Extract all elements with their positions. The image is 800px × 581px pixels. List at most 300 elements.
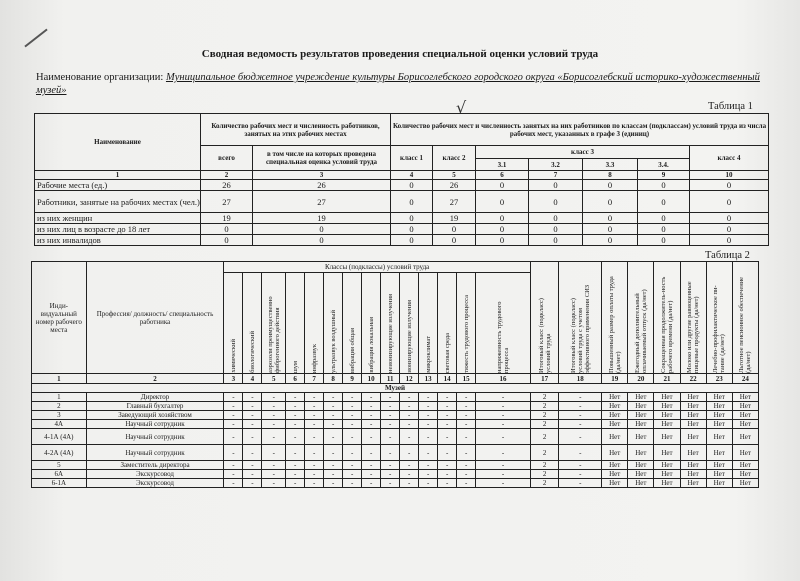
t2-row-id: 4-2А (4А) xyxy=(32,445,87,461)
org-label: Наименование организации: xyxy=(36,72,164,83)
t1-column-number: 10 xyxy=(690,171,769,180)
t2-compensation-value: Нет xyxy=(706,445,732,461)
t2-final-class-siz: - xyxy=(559,461,602,470)
t2-table-row xyxy=(32,429,759,445)
t1-cell-value: 26 xyxy=(253,180,391,191)
t2-header-factor xyxy=(476,273,531,374)
t2-final-class-siz: - xyxy=(559,411,602,420)
t2-factor-value: - xyxy=(262,420,286,429)
t2-table-row xyxy=(32,445,759,461)
t2-header-factor-text: микроклимат xyxy=(424,336,432,373)
t2-factor-value: - xyxy=(476,429,531,445)
t1-column-number: 3 xyxy=(253,171,391,180)
t2-compensation-value: Нет xyxy=(654,470,680,479)
t2-compensation-value: Нет xyxy=(680,470,706,479)
t1-cell-value: 0 xyxy=(583,224,638,235)
t1-header-3-3: 3.3 xyxy=(583,159,638,171)
t2-factor-value: - xyxy=(362,393,381,402)
t2-factor-value: - xyxy=(262,445,286,461)
t2-factor-value: - xyxy=(224,393,243,402)
t2-final-class: 2 xyxy=(530,479,559,488)
t2-header-extra-text: Итоговый класс (подкласс) условий труда с учетом эффективного применения СИЗ xyxy=(569,284,591,373)
t2-compensation-value: Нет xyxy=(732,461,758,470)
t2-final-class-siz: - xyxy=(559,420,602,429)
t2-factor-value: - xyxy=(457,402,476,411)
t2-factor-value: - xyxy=(224,429,243,445)
t2-factor-value: - xyxy=(224,461,243,470)
t1-row-label: из них лиц в возрасте до 18 лет xyxy=(35,224,201,235)
t2-factor-value: - xyxy=(381,393,400,402)
t2-factor-value: - xyxy=(438,479,457,488)
t2-final-class-siz: - xyxy=(559,445,602,461)
t1-cell-value: 26 xyxy=(433,180,476,191)
t1-header-class2: класс 2 xyxy=(433,146,476,171)
t2-factor-value: - xyxy=(343,470,362,479)
t2-compensation-value: Нет xyxy=(706,420,732,429)
t2-compensation-value: Нет xyxy=(602,420,628,429)
t2-header-factor-text: напряженность трудового процесса xyxy=(496,301,510,373)
t2-column-number: 21 xyxy=(654,374,680,384)
t2-header-factor xyxy=(343,273,362,374)
t1-cell-value: 0 xyxy=(253,235,391,246)
t2-factor-value: - xyxy=(305,470,324,479)
t1-cell-value: 0 xyxy=(583,191,638,213)
t2-header-factor xyxy=(262,273,286,374)
t2-compensation-value: Нет xyxy=(628,429,654,445)
t1-row-label: Работники, занятые на рабочих местах (чел.) xyxy=(35,191,201,213)
t2-factor-value: - xyxy=(362,402,381,411)
t2-compensation-value: Нет xyxy=(732,429,758,445)
t2-factor-value: - xyxy=(262,470,286,479)
t1-table-row xyxy=(35,224,769,235)
t1-cell-value: 0 xyxy=(391,213,433,224)
t1-cell-value: 0 xyxy=(391,180,433,191)
t2-factor-value: - xyxy=(476,470,531,479)
summary-table xyxy=(34,113,769,246)
t2-compensation-value: Нет xyxy=(732,470,758,479)
t2-header-id: Инди-видуальный номер рабочего места xyxy=(32,262,87,374)
t1-cell-value: 0 xyxy=(201,224,253,235)
t2-column-number: 7 xyxy=(305,374,324,384)
checkmark-icon: √ xyxy=(456,98,467,117)
t2-column-number: 6 xyxy=(286,374,305,384)
t2-column-number: 15 xyxy=(457,374,476,384)
t2-row-profession: Заведующий хозяйством xyxy=(86,411,224,420)
t2-factor-value: - xyxy=(400,461,419,470)
table2-label: Таблица 2 xyxy=(705,250,750,261)
t2-compensation-value: Нет xyxy=(706,461,732,470)
t2-header-factor xyxy=(305,273,324,374)
t2-factor-value: - xyxy=(224,402,243,411)
t2-header-extra xyxy=(732,262,758,374)
org-name: Муниципальное бюджетное учреждение культуры Борисоглебского городского округа «Борисоглебский историко-художественный музей» xyxy=(36,72,760,96)
t2-compensation-value: Нет xyxy=(654,461,680,470)
t1-cell-value: 0 xyxy=(529,191,583,213)
t1-cell-value: 0 xyxy=(638,235,690,246)
t2-factor-value: - xyxy=(362,429,381,445)
t2-compensation-value: Нет xyxy=(680,445,706,461)
t2-compensation-value: Нет xyxy=(654,420,680,429)
t2-factor-value: - xyxy=(419,479,438,488)
t2-table-row xyxy=(32,420,759,429)
t2-row-id: 6-1А xyxy=(32,479,87,488)
t1-column-number: 7 xyxy=(529,171,583,180)
t2-header-row xyxy=(32,262,759,273)
t2-row-id: 1 xyxy=(32,393,87,402)
t2-factor-value: - xyxy=(476,402,531,411)
t2-final-class-siz: - xyxy=(559,393,602,402)
t1-cell-value: 0 xyxy=(529,235,583,246)
t1-cell-value: 0 xyxy=(529,224,583,235)
t2-header-extra xyxy=(559,262,602,374)
t2-factor-value: - xyxy=(243,393,262,402)
t2-header-extra xyxy=(602,262,628,374)
t1-header-3-1: 3.1 xyxy=(476,159,529,171)
t2-column-number: 12 xyxy=(400,374,419,384)
t2-final-class: 2 xyxy=(530,461,559,470)
t2-factor-value: - xyxy=(305,429,324,445)
t2-factor-value: - xyxy=(224,445,243,461)
t2-column-number: 11 xyxy=(381,374,400,384)
t2-factor-value: - xyxy=(381,411,400,420)
t2-factor-value: - xyxy=(262,393,286,402)
t1-cell-value: 0 xyxy=(638,213,690,224)
t2-factor-value: - xyxy=(224,411,243,420)
t1-table-row xyxy=(35,180,769,191)
t2-factor-value: - xyxy=(324,393,343,402)
t2-row-id: 4А xyxy=(32,420,87,429)
t1-cell-value: 0 xyxy=(253,224,391,235)
t2-table-row xyxy=(32,461,759,470)
t2-compensation-value: Нет xyxy=(654,402,680,411)
t2-column-number: 9 xyxy=(343,374,362,384)
t2-header-extra xyxy=(628,262,654,374)
t2-column-number: 18 xyxy=(559,374,602,384)
t2-factor-value: - xyxy=(419,470,438,479)
t1-cell-value: 0 xyxy=(476,224,529,235)
t1-cell-value: 27 xyxy=(433,191,476,213)
assessment-table xyxy=(31,261,759,488)
t2-compensation-value: Нет xyxy=(628,393,654,402)
t2-header-extra-text: Итоговый класс (подкласс) условий труда xyxy=(537,298,552,373)
t2-header-factor-text: химический xyxy=(229,339,237,373)
t2-factor-value: - xyxy=(400,470,419,479)
t2-compensation-value: Нет xyxy=(706,470,732,479)
t2-final-class-siz: - xyxy=(559,402,602,411)
t1-column-number: 5 xyxy=(433,171,476,180)
t1-cell-value: 0 xyxy=(638,191,690,213)
t2-row-profession: Экскурсовод xyxy=(86,479,224,488)
t2-factor-value: - xyxy=(286,429,305,445)
t2-factor-value: - xyxy=(305,393,324,402)
t2-header-factor xyxy=(381,273,400,374)
t1-header-count: Количество рабочих мест и численность работников, занятых на этих рабочих местах xyxy=(201,114,391,146)
t2-factor-value: - xyxy=(400,411,419,420)
t2-factor-value: - xyxy=(400,420,419,429)
t2-compensation-value: Нет xyxy=(732,479,758,488)
t1-cell-value: 0 xyxy=(476,180,529,191)
t2-final-class: 2 xyxy=(530,470,559,479)
t2-factor-value: - xyxy=(381,470,400,479)
pen-mark xyxy=(24,29,47,48)
t2-header-factor-text: тяжесть трудового процесса xyxy=(462,295,470,373)
t2-compensation-value: Нет xyxy=(732,420,758,429)
t2-column-number: 4 xyxy=(243,374,262,384)
t2-final-class: 2 xyxy=(530,393,559,402)
t2-header-factor-text: аэрозоли преимущественно фиброгенного действия xyxy=(266,296,281,373)
t2-factor-value: - xyxy=(400,402,419,411)
t1-row-label: из них инвалидов xyxy=(35,235,201,246)
t2-final-class-siz: - xyxy=(559,429,602,445)
t2-factor-value: - xyxy=(438,402,457,411)
organization-line xyxy=(36,71,776,97)
t2-factor-value: - xyxy=(243,429,262,445)
t2-compensation-value: Нет xyxy=(654,479,680,488)
t2-table-row xyxy=(32,411,759,420)
t2-header-factor-text: биологический xyxy=(248,331,256,373)
t1-table-row xyxy=(35,213,769,224)
t2-factor-value: - xyxy=(324,420,343,429)
t1-cell-value: 0 xyxy=(690,224,769,235)
t1-cell-value: 19 xyxy=(433,213,476,224)
t2-factor-value: - xyxy=(286,461,305,470)
t2-compensation-value: Нет xyxy=(628,461,654,470)
t1-column-number: 9 xyxy=(638,171,690,180)
t2-compensation-value: Нет xyxy=(706,429,732,445)
t1-cell-value: 0 xyxy=(583,213,638,224)
t2-factor-value: - xyxy=(457,393,476,402)
t2-header-factor-text: световая среда xyxy=(443,332,451,373)
t2-row-profession: Научный сотрудник xyxy=(86,445,224,461)
t2-factor-value: - xyxy=(243,479,262,488)
t1-cell-value: 0 xyxy=(690,180,769,191)
t2-factor-value: - xyxy=(262,479,286,488)
t2-header-extra-text: Лечебно-профилактическое пи-тание (да/нет) xyxy=(712,285,727,373)
t2-factor-value: - xyxy=(343,479,362,488)
t2-factor-value: - xyxy=(476,420,531,429)
t2-header-factor xyxy=(457,273,476,374)
t2-factor-value: - xyxy=(262,429,286,445)
t2-factor-value: - xyxy=(324,445,343,461)
t2-final-class: 2 xyxy=(530,402,559,411)
t2-compensation-value: Нет xyxy=(628,411,654,420)
t2-final-class: 2 xyxy=(530,411,559,420)
t2-row-id: 4-1А (4А) xyxy=(32,429,87,445)
t2-header-extra xyxy=(680,262,706,374)
t2-compensation-value: Нет xyxy=(628,470,654,479)
t2-compensation-value: Нет xyxy=(628,402,654,411)
t2-factor-value: - xyxy=(343,420,362,429)
t2-factor-value: - xyxy=(362,461,381,470)
t2-header-factor-text: ионизирующие излучения xyxy=(405,300,413,373)
t1-cell-value: 0 xyxy=(690,213,769,224)
t2-factor-value: - xyxy=(400,445,419,461)
t2-header-extra-text: Ежегодный дополнительный оплачиваемый отпуск (да/нет) xyxy=(633,289,648,373)
t1-cell-value: 27 xyxy=(201,191,253,213)
t2-factor-value: - xyxy=(419,429,438,445)
t1-column-number: 4 xyxy=(391,171,433,180)
t2-factor-value: - xyxy=(400,393,419,402)
t2-final-class-siz: - xyxy=(559,479,602,488)
t2-compensation-value: Нет xyxy=(680,411,706,420)
t2-factor-value: - xyxy=(438,461,457,470)
t2-factor-value: - xyxy=(305,461,324,470)
t2-compensation-value: Нет xyxy=(602,461,628,470)
t2-header-factor xyxy=(224,273,243,374)
t2-column-number: 10 xyxy=(362,374,381,384)
t2-header-extra-text: Сокращенная продолжитель-ность рабочего времени (да/нет) xyxy=(659,276,674,373)
t2-factor-value: - xyxy=(419,393,438,402)
t2-factor-value: - xyxy=(457,479,476,488)
t1-cell-value: 19 xyxy=(201,213,253,224)
t2-header-factor xyxy=(243,273,262,374)
t2-factor-value: - xyxy=(381,461,400,470)
t2-factor-value: - xyxy=(286,402,305,411)
t2-final-class: 2 xyxy=(530,445,559,461)
t1-cell-value: 0 xyxy=(391,224,433,235)
t2-compensation-value: Нет xyxy=(654,393,680,402)
t2-factor-value: - xyxy=(438,429,457,445)
t1-row-label: из них женщин xyxy=(35,213,201,224)
t2-final-class: 2 xyxy=(530,420,559,429)
t1-header-3-2: 3.2 xyxy=(529,159,583,171)
t2-section-title: Музей xyxy=(32,384,759,393)
t2-compensation-value: Нет xyxy=(680,461,706,470)
t2-factor-value: - xyxy=(476,461,531,470)
t2-compensation-value: Нет xyxy=(732,411,758,420)
t2-column-number: 1 xyxy=(32,374,87,384)
t1-cell-value: 0 xyxy=(476,235,529,246)
t2-factor-value: - xyxy=(324,461,343,470)
t2-header-factor xyxy=(400,273,419,374)
t2-column-number: 3 xyxy=(224,374,243,384)
t1-header-incl: в том числе на которых проведена специальная оценка условий труда xyxy=(253,146,391,171)
t1-cell-value: 19 xyxy=(253,213,391,224)
t2-factor-value: - xyxy=(419,411,438,420)
t2-header-extra-text: Льготное пенсионное обеспечение (да/нет) xyxy=(738,276,753,373)
t2-header-extra xyxy=(530,262,559,374)
t2-header-factor xyxy=(324,273,343,374)
t2-row-id: 3 xyxy=(32,411,87,420)
t1-cell-value: 0 xyxy=(529,213,583,224)
t2-row-profession: Экскурсовод xyxy=(86,470,224,479)
t1-cell-value: 0 xyxy=(391,235,433,246)
t1-cell-value: 0 xyxy=(583,235,638,246)
t2-compensation-value: Нет xyxy=(654,429,680,445)
t1-cell-value: 0 xyxy=(529,180,583,191)
t2-factor-value: - xyxy=(243,470,262,479)
t1-cell-value: 26 xyxy=(201,180,253,191)
t2-factor-value: - xyxy=(343,411,362,420)
t1-cell-value: 0 xyxy=(583,180,638,191)
t2-factor-value: - xyxy=(305,402,324,411)
t2-factor-value: - xyxy=(286,470,305,479)
t2-factor-value: - xyxy=(438,470,457,479)
t2-factor-value: - xyxy=(476,445,531,461)
t2-row-id: 5 xyxy=(32,461,87,470)
t2-factor-value: - xyxy=(362,479,381,488)
t2-factor-value: - xyxy=(419,402,438,411)
t2-compensation-value: Нет xyxy=(602,393,628,402)
t2-factor-value: - xyxy=(243,402,262,411)
t1-cell-value: 0 xyxy=(476,213,529,224)
t2-row-profession: Директор xyxy=(86,393,224,402)
t2-factor-value: - xyxy=(476,411,531,420)
t2-factor-value: - xyxy=(362,420,381,429)
t2-factor-value: - xyxy=(324,479,343,488)
t2-factor-value: - xyxy=(438,445,457,461)
t2-factor-value: - xyxy=(457,411,476,420)
t2-header-extra xyxy=(706,262,732,374)
t2-table-row xyxy=(32,402,759,411)
t2-factor-value: - xyxy=(243,461,262,470)
t2-factor-value: - xyxy=(343,445,362,461)
t2-factor-value: - xyxy=(381,420,400,429)
t1-header-classes: Количество рабочих мест и численность занятых на них работников по классам (подклассам) условий труда из числа рабочих мест, указанных в графе 3 (единиц) xyxy=(391,114,769,146)
t2-factor-value: - xyxy=(381,402,400,411)
t2-column-number: 8 xyxy=(324,374,343,384)
t1-cell-value: 0 xyxy=(433,224,476,235)
t2-factor-value: - xyxy=(381,445,400,461)
t1-cell-value: 0 xyxy=(476,191,529,213)
t2-compensation-value: Нет xyxy=(680,429,706,445)
t1-header-total: всего xyxy=(201,146,253,171)
t2-factor-value: - xyxy=(243,445,262,461)
t2-compensation-value: Нет xyxy=(680,479,706,488)
t2-compensation-value: Нет xyxy=(706,393,732,402)
t2-compensation-value: Нет xyxy=(706,479,732,488)
t2-header-factor-text: неионизирующие излучения xyxy=(386,294,394,373)
t2-section-row xyxy=(32,384,759,393)
t2-compensation-value: Нет xyxy=(602,479,628,488)
t2-compensation-value: Нет xyxy=(706,402,732,411)
t2-factor-value: - xyxy=(438,411,457,420)
t2-factor-value: - xyxy=(262,411,286,420)
t1-header-3-4: 3.4. xyxy=(638,159,690,171)
t2-factor-value: - xyxy=(324,429,343,445)
t2-column-number: 22 xyxy=(680,374,706,384)
t1-number-row xyxy=(35,171,769,180)
t2-factor-value: - xyxy=(305,479,324,488)
t2-factor-value: - xyxy=(262,402,286,411)
t2-compensation-value: Нет xyxy=(602,402,628,411)
t2-factor-value: - xyxy=(224,479,243,488)
t2-factor-value: - xyxy=(286,393,305,402)
t1-cell-value: 0 xyxy=(391,191,433,213)
t2-factor-value: - xyxy=(324,470,343,479)
t2-row-profession: Главный бухгалтер xyxy=(86,402,224,411)
t2-compensation-value: Нет xyxy=(602,470,628,479)
t2-factor-value: - xyxy=(324,411,343,420)
t2-factor-value: - xyxy=(362,470,381,479)
t2-column-number: 19 xyxy=(602,374,628,384)
t2-factor-value: - xyxy=(419,445,438,461)
t2-factor-value: - xyxy=(343,393,362,402)
t1-column-number: 6 xyxy=(476,171,529,180)
t2-column-number: 17 xyxy=(530,374,559,384)
t2-header-factor-text: ультразвук воздушный xyxy=(329,309,337,373)
t2-factor-value: - xyxy=(343,461,362,470)
t2-header-factor xyxy=(286,273,305,374)
t2-compensation-value: Нет xyxy=(680,420,706,429)
t2-row-id: 6А xyxy=(32,470,87,479)
t2-header-extra-text: Повышенный размер оплаты труда (да/нет) xyxy=(607,276,622,373)
t2-column-number: 16 xyxy=(476,374,531,384)
t2-factor-value: - xyxy=(343,402,362,411)
t2-table-row xyxy=(32,479,759,488)
t1-cell-value: 27 xyxy=(253,191,391,213)
t2-compensation-value: Нет xyxy=(602,411,628,420)
